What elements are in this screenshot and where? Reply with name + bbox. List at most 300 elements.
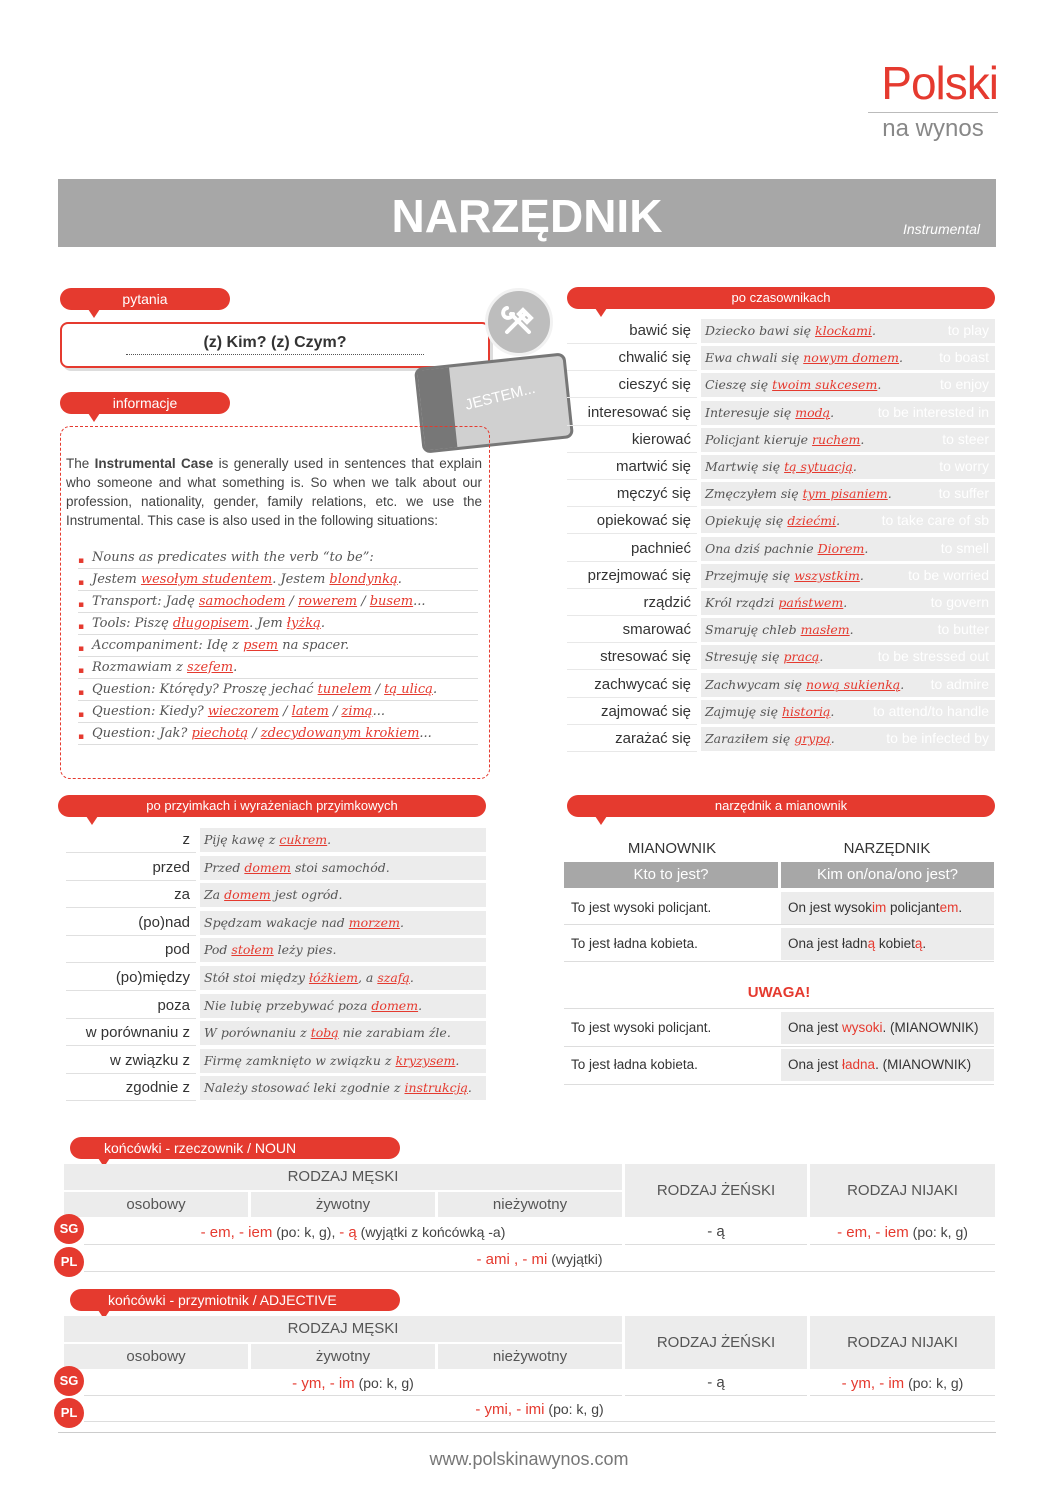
text: Ona jest	[788, 1057, 843, 1072]
preposition-example-cell	[200, 1021, 486, 1045]
list-red: wesołym studentem	[140, 572, 273, 587]
uwaga-nom-2: To jest ładna kobieta.	[571, 1057, 698, 1072]
example-red: modą	[795, 404, 831, 420]
example-red: instrukcją	[404, 1080, 468, 1096]
example-red: historią	[781, 703, 831, 719]
example-text: .	[852, 459, 857, 474]
example-text: .	[455, 1052, 460, 1068]
list-text: ...	[372, 704, 385, 719]
example-text: Interesuje się	[705, 404, 796, 420]
verbs-label: po czasownikach	[567, 287, 995, 309]
example-text: Smaruję chleb	[705, 622, 801, 638]
noun-sg-fem: - ą	[625, 1219, 807, 1245]
adj-sg-masc	[84, 1370, 622, 1396]
ending: em	[939, 900, 959, 915]
sep: ,	[867, 1224, 876, 1241]
verb: zarażać się	[567, 727, 697, 752]
example-red: morzem	[348, 914, 400, 930]
ending: - iem	[238, 1224, 273, 1241]
example-text: Opiekuję się	[705, 513, 788, 529]
info-list	[78, 547, 478, 745]
uwaga-ins-1	[781, 1012, 994, 1044]
verb-example-cell	[701, 482, 995, 506]
verb-example-cell	[701, 700, 995, 724]
list-red: busem	[369, 594, 414, 609]
example-text: Przejmuję się	[705, 567, 795, 583]
example-text: Policjant kieruje	[705, 431, 813, 447]
preposition-row	[66, 911, 486, 935]
uwaga-ins-2	[781, 1049, 994, 1081]
preposition: pod	[66, 938, 196, 963]
example-text: .	[887, 486, 892, 502]
sep: ,	[507, 1401, 517, 1418]
page-title: NARZĘDNIK	[391, 190, 663, 242]
example-red: Diorem	[817, 540, 865, 556]
verb-example	[705, 428, 864, 452]
adjective-label: końcówki - przymiotnik / ADJECTIVE	[70, 1289, 400, 1311]
text: . (MIANOWNIK)	[882, 1020, 979, 1035]
col-mianownik: MIANOWNIK	[627, 840, 717, 857]
list-text: /	[328, 704, 342, 719]
verb-row	[567, 537, 995, 561]
intro-bold: Instrumental Case	[94, 456, 214, 471]
ins-row-1	[781, 892, 994, 924]
example-red: grypą	[794, 731, 831, 746]
verb: interesować się	[567, 401, 697, 426]
preposition: z	[66, 828, 196, 853]
logo-subtitle: na wynos	[868, 112, 998, 143]
list-text: .	[233, 660, 238, 675]
example-text: .	[843, 595, 848, 610]
verb-example	[705, 373, 881, 397]
example-text: Ewa chwali się	[705, 350, 804, 366]
info-intro	[66, 454, 482, 530]
verb-example	[705, 509, 840, 533]
verb-row	[567, 509, 995, 533]
verb: zajmować się	[567, 700, 697, 725]
verb-example	[705, 401, 834, 425]
verb: kierować	[567, 428, 697, 453]
example-red: cukrem	[279, 832, 328, 847]
example-red: domem	[224, 887, 271, 903]
text: Ona jest ładn	[788, 936, 868, 951]
verb-row	[567, 618, 995, 642]
example-text: nie zarabiam źle.	[338, 1025, 451, 1041]
example-red: wszystkim	[794, 567, 860, 583]
preposition-example	[204, 966, 414, 990]
example-text: Martwię się	[705, 459, 785, 474]
example-text: Zaraziłem się	[705, 731, 795, 746]
sep: ,	[321, 1375, 330, 1392]
verb: bawić się	[567, 319, 697, 344]
divider	[564, 1084, 994, 1085]
logo-title	[868, 58, 998, 108]
verb: zachwycać się	[567, 673, 697, 698]
list-text: ...	[419, 726, 432, 741]
noun-sg-neut	[810, 1219, 995, 1245]
verb-translation: to take care of sb	[881, 512, 989, 529]
footer-url[interactable]: www.polskinawynos.com	[429, 1449, 629, 1469]
preposition-example-cell	[200, 911, 486, 935]
example-text: jest ogród.	[270, 887, 343, 903]
verb: opiekować się	[567, 509, 697, 534]
verb-translation: to be infected by	[886, 730, 989, 746]
preposition-row	[66, 1076, 486, 1100]
verb-example-cell	[701, 673, 995, 697]
ending: - em	[200, 1224, 231, 1241]
verb-example-cell	[701, 537, 995, 561]
example-text: Piję kawę z	[204, 832, 280, 847]
verb-translation: to steer	[942, 430, 989, 447]
verb-translation: to attend/to handle	[873, 702, 989, 719]
preposition-example	[204, 994, 422, 1018]
verb: męczyć się	[567, 482, 697, 507]
example-text: .	[849, 622, 854, 638]
ending: - imi	[516, 1401, 545, 1418]
verb: smarować	[567, 618, 697, 643]
list-text: Rozmawiam z	[92, 660, 188, 675]
verb-row	[567, 401, 995, 425]
noun-zywotny: żywotny	[251, 1192, 435, 1217]
verb-translation: to be stressed out	[877, 648, 989, 665]
example-text: .	[836, 513, 841, 529]
ending: - ami	[476, 1251, 510, 1268]
preposition-example	[204, 911, 404, 935]
verb-row	[567, 591, 995, 615]
verb: przejmować się	[567, 564, 697, 589]
preposition: w związku z	[66, 1049, 196, 1074]
verb-translation: to worry	[939, 458, 989, 474]
example-text: .	[859, 567, 864, 583]
example-text: Firmę zamknięto w związku z	[204, 1052, 396, 1068]
ending: ą	[867, 936, 876, 951]
example-text: .	[900, 676, 905, 692]
card-text: JESTEM...	[463, 379, 538, 414]
verb-example	[705, 455, 857, 479]
ending: - ymi	[475, 1401, 508, 1418]
verb-example	[705, 727, 835, 751]
list-item	[78, 547, 478, 569]
example-text: Należy stosować leki zgodnie z	[204, 1080, 405, 1096]
verb-example	[705, 645, 823, 669]
preposition-example-cell	[200, 1049, 486, 1073]
list-text: Jestem	[92, 572, 141, 587]
example-red: stołem	[231, 942, 274, 958]
list-item	[78, 701, 478, 723]
list-red: zdecydowanym krokiem	[260, 726, 420, 741]
preposition-example	[204, 1049, 459, 1073]
note: (wyjątki z końcówką -a)	[356, 1224, 506, 1240]
verb-translation: to smell	[940, 539, 989, 556]
verb-translation: to boast	[939, 349, 989, 366]
example-text: Przed	[204, 859, 245, 875]
verb-example-cell	[701, 455, 995, 479]
list-red: samochodem	[198, 594, 286, 609]
verb-example	[705, 673, 904, 697]
verb-translation: to govern	[930, 594, 989, 610]
sep: ,	[870, 1375, 880, 1392]
example-red: nowym domem	[803, 350, 900, 366]
example-text: Dziecko bawi się	[705, 323, 815, 338]
example-text: .	[409, 970, 414, 985]
verb-translation: to butter	[937, 621, 989, 638]
preposition-row	[66, 1021, 486, 1045]
noun-nijaki: RODZAJ NIJAKI	[810, 1164, 995, 1217]
ending: - ą	[339, 1224, 357, 1241]
ending: - im	[329, 1375, 355, 1392]
logo-letters: lski	[935, 57, 998, 109]
sep: ,	[509, 1251, 523, 1268]
list-text: Question: Jak?	[92, 726, 192, 741]
verb-example-cell	[701, 727, 995, 751]
verb-example	[705, 319, 876, 343]
verb-translation: to be interested in	[877, 403, 989, 420]
noun-pl	[84, 1246, 995, 1272]
preposition: za	[66, 883, 196, 908]
preposition-example-cell	[200, 966, 486, 990]
verb-translation: to admire	[930, 675, 989, 692]
verb-row	[567, 455, 995, 479]
logo	[868, 58, 998, 143]
preposition-example	[204, 1021, 451, 1045]
preposition-row	[66, 883, 486, 907]
list-text: ...	[413, 594, 426, 609]
example-text: .	[830, 404, 835, 420]
prepositions-label: po przyimkach i wyrażeniach przyimkowych	[58, 795, 486, 817]
preposition-row	[66, 994, 486, 1018]
example-text: Zachwycam się	[705, 676, 807, 692]
noun-sg-masc	[84, 1219, 622, 1245]
logo-letter-o: o	[910, 57, 936, 109]
verb: chwalić się	[567, 346, 697, 371]
list-red: rowerem	[297, 594, 358, 609]
example-text: Spędzam wakacje nad	[204, 914, 349, 930]
adj-niezywotny: nieżywotny	[438, 1344, 622, 1369]
example-text: .	[864, 540, 869, 556]
list-red: długopisem	[172, 616, 250, 631]
list-red: tunelem	[317, 682, 372, 697]
example-text: W porównaniu z	[204, 1025, 311, 1041]
verb-row	[567, 482, 995, 506]
example-red: państwem	[778, 595, 844, 610]
text: Ona jest	[788, 1020, 843, 1035]
verb: rządzić	[567, 591, 697, 616]
list-text: na spacer.	[278, 638, 350, 653]
ending: - mi	[522, 1251, 548, 1268]
ending: wysoki	[842, 1020, 883, 1035]
example-text: .	[467, 1080, 472, 1096]
example-text: .	[830, 731, 835, 746]
wrench-hammer-icon	[499, 302, 539, 342]
list-red: wieczorem	[207, 704, 279, 719]
verb-translation: to play	[947, 322, 989, 338]
list-text: Transport: Jadę	[92, 594, 199, 609]
verb-row	[567, 645, 995, 669]
verb-example	[705, 591, 847, 615]
ins-row-2	[781, 928, 994, 960]
preposition-example-cell	[200, 938, 486, 962]
list-item	[78, 635, 478, 657]
footer-divider	[58, 1432, 996, 1433]
ending: ą	[914, 936, 923, 951]
list-red: piechotą	[191, 726, 249, 741]
list-text: .	[432, 682, 438, 697]
example-text: Zajmuję się	[705, 703, 782, 719]
verb-example-cell	[701, 401, 995, 425]
list-red: latem	[291, 704, 329, 719]
preposition-row	[66, 938, 486, 962]
example-text: Stół stoi między	[204, 970, 309, 985]
text: On jest wysok	[788, 900, 873, 915]
list-item	[78, 613, 478, 635]
verb-example	[705, 564, 864, 588]
list-text: .	[320, 616, 325, 631]
text: . (MIANOWNIK)	[875, 1057, 972, 1072]
preposition-example-cell	[200, 994, 486, 1018]
preposition-example	[204, 938, 336, 962]
preposition-example	[204, 883, 342, 907]
ending: - em	[837, 1224, 868, 1241]
informacje-label: informacje	[60, 392, 230, 414]
example-red: twoim sukcesem	[772, 377, 878, 393]
example-red: tą sytuacją	[784, 459, 853, 474]
sep: ,	[230, 1224, 239, 1241]
col-narzednik: NARZĘDNIK	[843, 840, 931, 857]
verb-example	[705, 346, 903, 370]
preposition: w porównaniu z	[66, 1021, 196, 1046]
sg-badge: SG	[54, 1366, 84, 1396]
preposition: (po)między	[66, 966, 196, 991]
list-text: . Jestem	[272, 572, 330, 587]
verb-row	[567, 346, 995, 370]
note: (po: k, g)	[544, 1401, 604, 1417]
adj-sg-neut	[810, 1370, 995, 1396]
verb-example-cell	[701, 373, 995, 397]
list-text: Accompaniment: Idę z	[92, 638, 244, 653]
example-text: stoi samochód.	[291, 859, 390, 875]
pl-badge: PL	[54, 1247, 84, 1277]
example-red: kryzysem	[395, 1052, 456, 1068]
text: .	[922, 936, 927, 951]
example-red: nową sukienką	[806, 676, 901, 692]
list-text: .	[397, 572, 402, 587]
ending: - im	[879, 1375, 905, 1392]
question-nom: Kto to jest?	[564, 862, 778, 888]
example-text: .	[819, 649, 824, 665]
verb-example-cell	[701, 346, 995, 370]
verb: pachnieć	[567, 537, 697, 562]
text: kobiet	[875, 936, 915, 951]
question-box	[60, 322, 490, 368]
verb: stresować się	[567, 645, 697, 670]
pytania-label: pytania	[60, 288, 230, 310]
noun-label: końcówki - rzeczownik / NOUN	[70, 1137, 400, 1159]
ending: - iem	[875, 1224, 909, 1241]
example-text: .	[871, 323, 876, 338]
example-text: Zmęczyłem się	[705, 486, 803, 502]
verb-example-cell	[701, 645, 995, 669]
nom-row-1: To jest wysoki policjant.	[571, 900, 712, 915]
list-text: Nouns as predicates with the verb “to be”:	[92, 550, 374, 565]
list-item	[78, 679, 478, 701]
example-text: Nie lubię przebywać poza	[204, 997, 372, 1013]
preposition: zgodnie z	[66, 1076, 196, 1101]
verb-example-cell	[701, 509, 995, 533]
verb-example-cell	[701, 319, 995, 343]
list-red: łyżką	[286, 616, 321, 631]
example-text: Pod	[204, 942, 232, 958]
page-subtitle: Instrumental	[902, 221, 980, 237]
preposition-example-cell	[200, 828, 486, 852]
pl-badge: PL	[54, 1398, 84, 1428]
note: (po: k, g)	[904, 1375, 964, 1391]
note: (po: k, g)	[354, 1375, 414, 1391]
mianownik-label: narzędnik a mianownik	[567, 795, 995, 817]
adj-nijaki: RODZAJ NIJAKI	[810, 1316, 995, 1369]
list-text: /	[279, 704, 292, 719]
verb-example	[705, 700, 834, 724]
noun-niezywotny: nieżywotny	[438, 1192, 622, 1217]
list-item-continued	[78, 569, 478, 591]
ending: - ym	[841, 1375, 871, 1392]
list-red: zimą	[341, 704, 373, 719]
preposition-example-cell	[200, 1076, 486, 1100]
preposition-example	[204, 828, 331, 852]
example-text: .	[877, 377, 882, 393]
verb-example-cell	[701, 618, 995, 642]
divider	[564, 1046, 994, 1047]
divider	[564, 961, 994, 962]
ending: - ym	[292, 1375, 322, 1392]
example-text: .	[418, 997, 423, 1013]
example-red: tobą	[310, 1025, 339, 1041]
example-red: klockami	[815, 323, 872, 338]
adj-osobowy: osobowy	[64, 1344, 248, 1369]
list-text: Tools: Piszę	[92, 616, 173, 631]
verb-row	[567, 373, 995, 397]
example-text: Za	[204, 887, 225, 903]
question-ins: Kim on/ona/ono jest?	[781, 862, 994, 888]
list-red: tą ulicą	[384, 682, 433, 697]
preposition-row	[66, 966, 486, 990]
preposition: przed	[66, 856, 196, 881]
preposition-row	[66, 1049, 486, 1073]
example-red: ruchem	[812, 431, 861, 447]
example-text: .	[327, 832, 332, 847]
list-text: Question: Kiedy?	[92, 704, 208, 719]
text: .	[958, 900, 963, 915]
nom-row-2: To jest ładna kobieta.	[571, 936, 698, 951]
verb-example	[705, 618, 854, 642]
intro-post: is generally used in sentences that explain who someone and what something is. So when we talk about our profession, nationality, gender, family relations, etc. we use the Instrumental. This case is also used in the following situations:	[66, 456, 482, 528]
tools-icon	[485, 288, 553, 356]
verb-row	[567, 700, 995, 724]
list-red: psem	[243, 638, 279, 653]
verb-example-cell	[701, 591, 995, 615]
example-text: .	[860, 431, 865, 447]
adj-meski: RODZAJ MĘSKI	[64, 1316, 622, 1342]
ending: im	[872, 900, 887, 915]
verb-example-cell	[701, 564, 995, 588]
note: (po: k, g),	[272, 1224, 340, 1240]
adj-zenski: RODZAJ ŻEŃSKI	[625, 1316, 807, 1369]
list-red: blondynką	[329, 572, 398, 587]
example-text: Stresuję się	[705, 649, 784, 665]
example-red: tym pisaniem	[802, 486, 888, 502]
list-text: /	[285, 594, 298, 609]
verb-translation: to be worried	[908, 566, 989, 583]
preposition: (po)nad	[66, 911, 196, 936]
